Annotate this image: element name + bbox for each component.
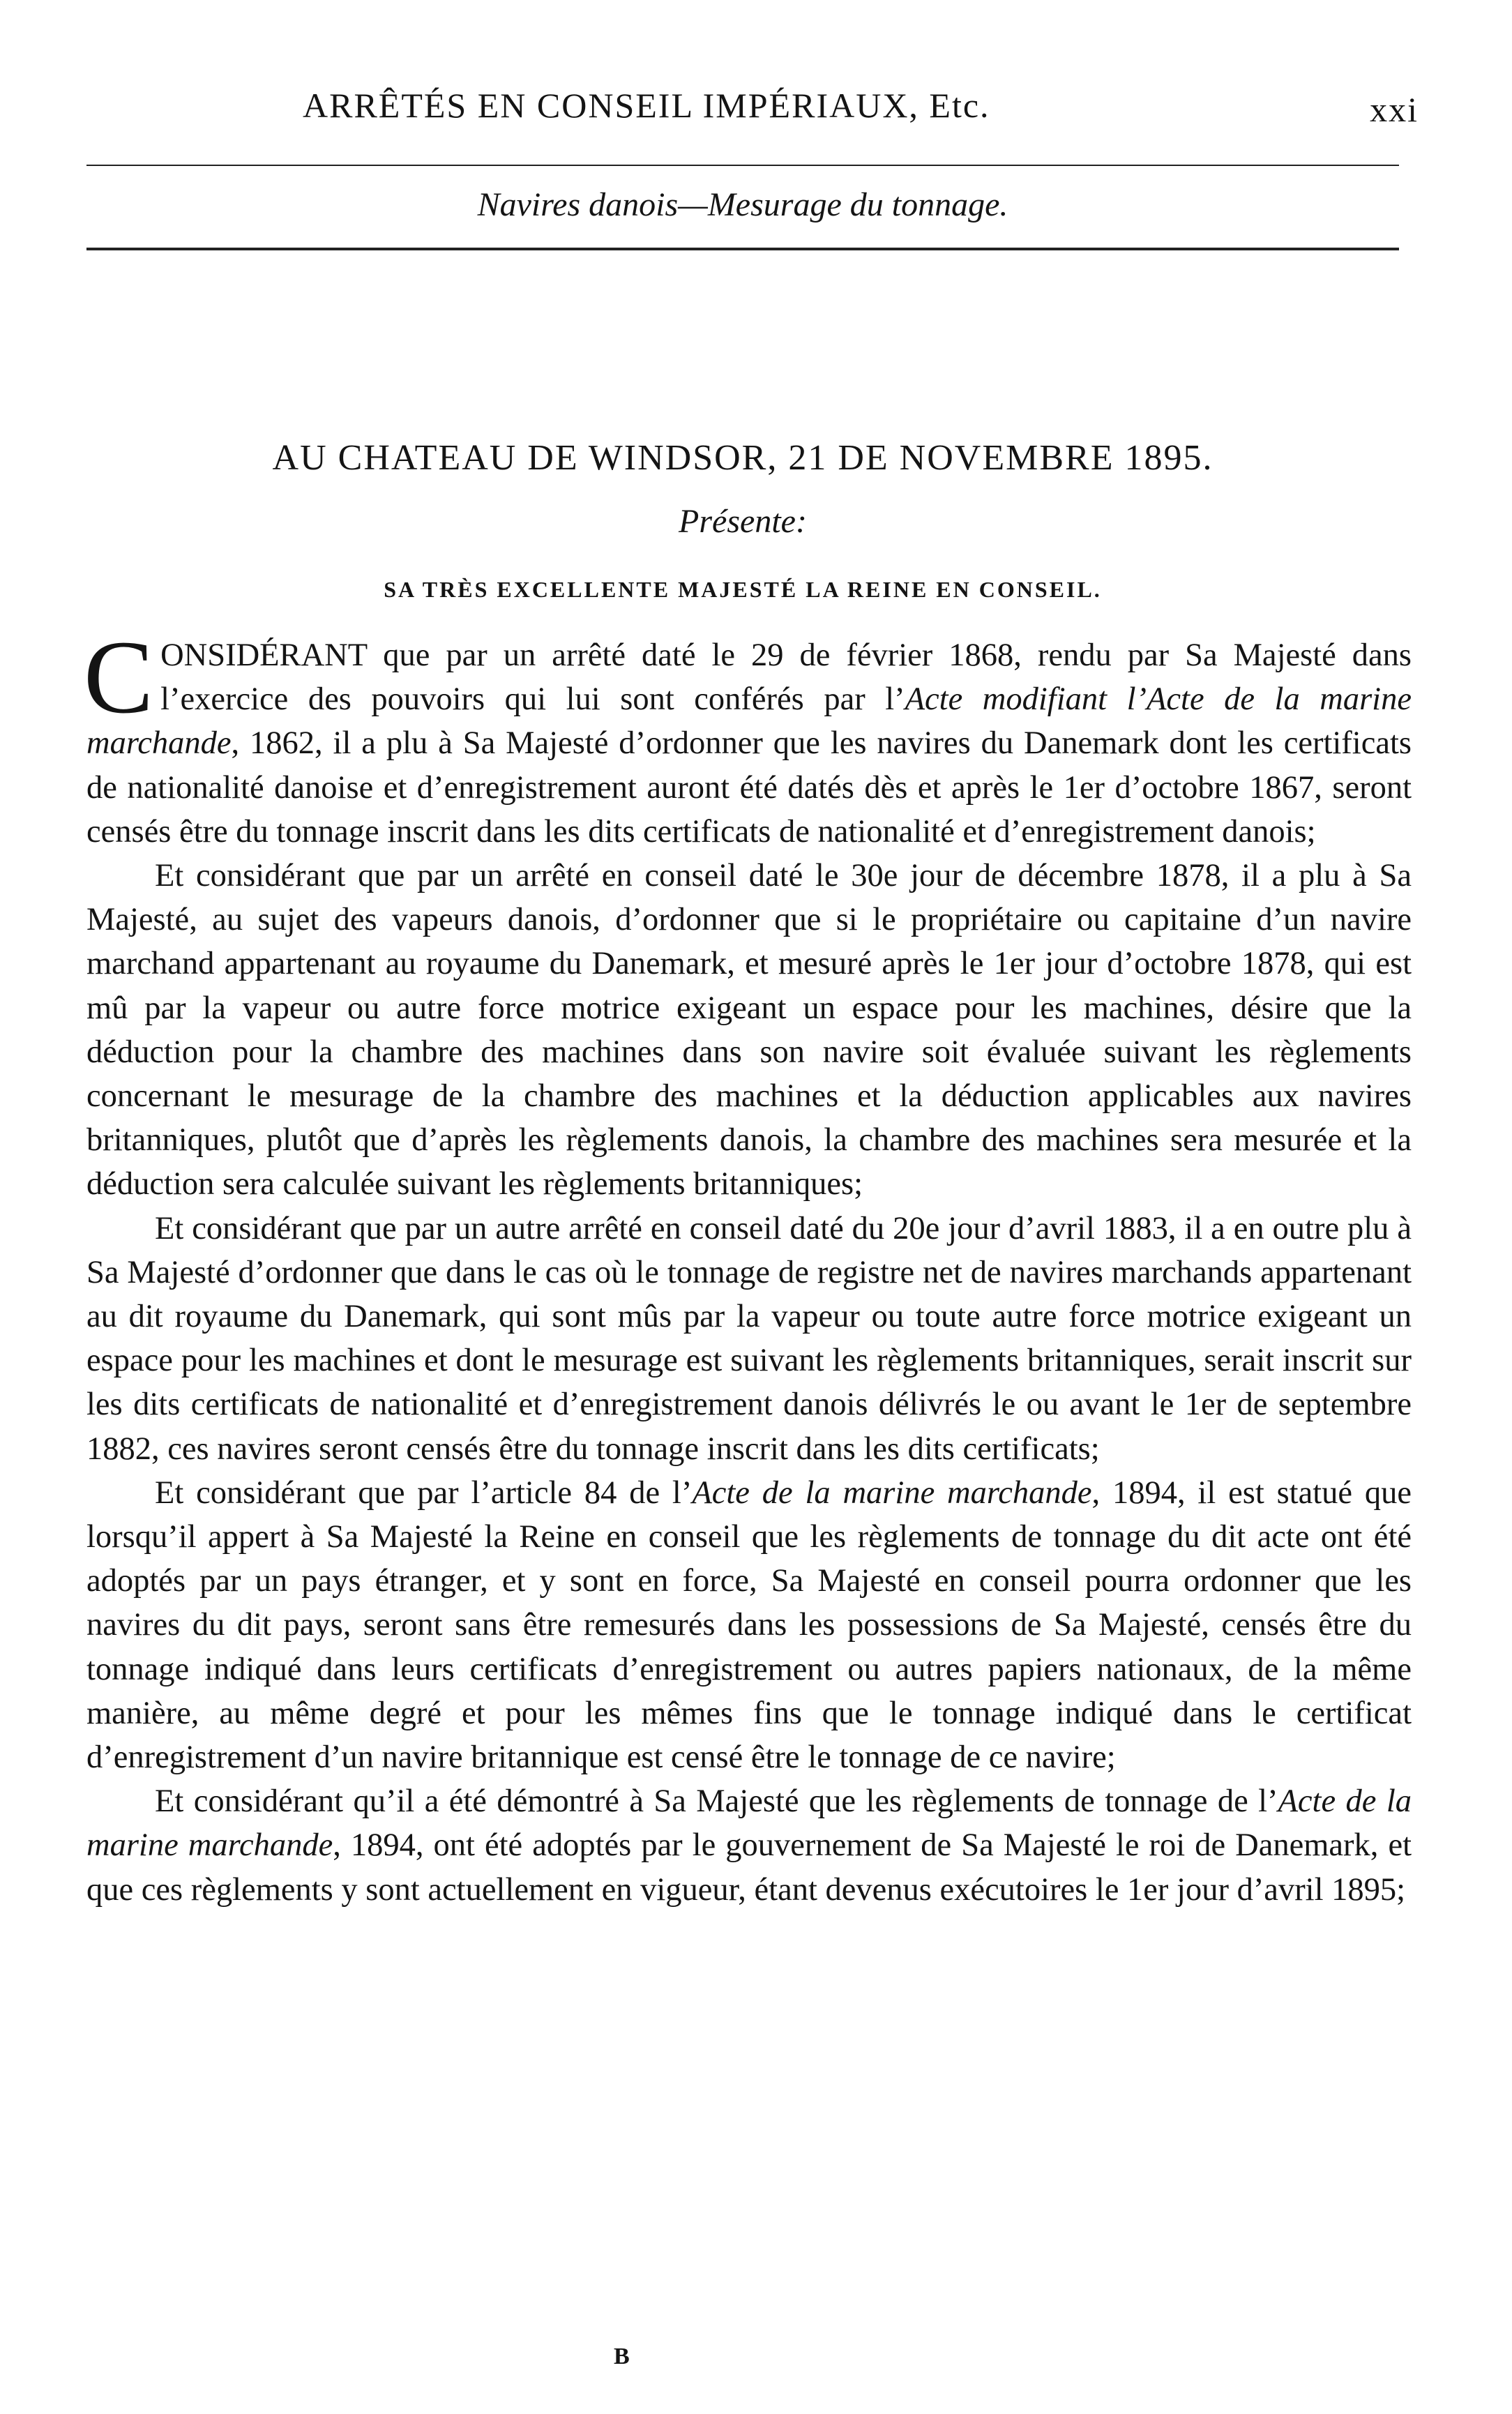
paragraph-4-text-a: Et considérant que par l’article 84 de l’ [155, 1474, 693, 1511]
paragraph-4 [86, 1471, 1412, 1779]
paragraph-2: Et considérant que par un arrêté en conseil daté le 30e jour de décembre 1878, il a plu à Sa Majesté, au sujet des vapeurs danois, d’ordonner que si le propriétaire ou capitaine d’un navire marchand appartenant au royaume du Danemark, et mesuré après le 1er jour d’octobre 1878, qui est mû par la vapeur ou autre force motrice exigeant un espace pour les machines, désire que la déduction pour la chambre des machines dans son navire soit évaluée suivant les règlements concernant le mesurage de la chambre des machines et la déduction applicables aux navires britanniques, plutôt que d’après les règlements danois, la chambre des machines sera mesurée et la déduction sera calculée suivant les règlements britanniques; [86, 858, 1412, 1202]
running-head [86, 77, 1426, 139]
majesty-in-council: SA TRÈS EXCELLENTE MAJESTÉ LA REINE EN CONSEIL. [384, 577, 1102, 602]
act-title-italic: Acte de la marine marchande [692, 1474, 1092, 1511]
paragraph-1-lead: ONSIDÉRANT [160, 638, 368, 673]
paragraph-5-text-a: Et considérant qu’il a été démontré à Sa Majesté que les règlements de tonnage de l’ [155, 1783, 1278, 1820]
act-title-italic: Acte modifiant l’Acte de la marine marchande [86, 681, 1412, 762]
paragraph-1-text-b: , 1862, il a plu à Sa Majesté d’ordonner que les navires du Danemark dont les certificats de nationalité danoise et d’enregistrement auront été datés dès et après le 1er d’octobre 1867, seront censés être du tonnage inscrit dans les dits certificats de nationalité et d’enregistrement danois; [86, 725, 1412, 850]
order-date-heading: AU CHATEAU DE WINDSOR, 21 DE NOVEMBRE 1895. [272, 438, 1214, 478]
drop-cap: C [84, 619, 154, 735]
paragraph-4-text-b: , 1894, il est statué que lorsqu’il appert à Sa Majesté la Reine en conseil que les règlements de tonnage du dit acte ont été adoptés par un pays étranger, et y sont en force, Sa Majesté en conseil pourra ordonner que les navires du dit pays, seront sans être remesurés dans les possessions de Sa Majesté, censés être du tonnage indiqué dans leurs certificats d’enregistrement ou autres papiers nationaux, de la même manière, au même degré et pour les mêmes fins que le tonnage indiqué dans le certificat d’enregistrement d’un navire britannique est censé être le tonnage de ce navire; [86, 1474, 1412, 1776]
paragraph-5-text-b: , 1894, ont été adoptés par le gouvernement de Sa Majesté le roi de Danemark, et que ces règlements y sont actuellement en vigueur, étant devenus exécutoires le 1er jour d’avril 1895; [86, 1827, 1412, 1908]
signature-mark: B [614, 2344, 631, 2369]
page [86, 77, 1426, 1912]
top-rule [86, 165, 1399, 166]
page-number: xxi [1370, 90, 1419, 129]
order-body [84, 619, 1412, 1912]
running-title: ARRÊTÉS EN CONSEIL IMPÉRIAUX, Etc. [303, 86, 990, 125]
subtitle-rule [86, 248, 1399, 250]
present-label: Présente: [679, 503, 807, 540]
paragraph-1-text-a: que par un arrêté daté le 29 de février 1868, rendu par Sa Majesté dans l’exercice des pouvoirs qui lui sont conférés par l’ [160, 638, 1412, 718]
paragraph-3: Et considérant que par un autre arrêté en conseil daté du 20e jour d’avril 1883, il a en outre plu à Sa Majesté d’ordonner que dans le cas où le tonnage de registre net de navires marchands appartenant au dit royaume du Danemark, qui sont mûs par la vapeur ou toute autre force motrice exigeant un espace pour les machines et dont le mesurage est suivant les règlements britanniques, serait inscrit sur les dits certificats de nationalité et d’enregistrement danois délivrés le ou avant le 1er de septembre 1882, ces navires seront censés être du tonnage inscrit dans les dits certificats; [86, 1210, 1412, 1467]
section-subtitle: Navires danois—Mesurage du tonnage. [477, 186, 1008, 223]
paragraph-1 [84, 619, 1412, 854]
paragraph-5 [86, 1779, 1412, 1912]
act-title-italic: Acte de la marine marchande [86, 1783, 1412, 1864]
